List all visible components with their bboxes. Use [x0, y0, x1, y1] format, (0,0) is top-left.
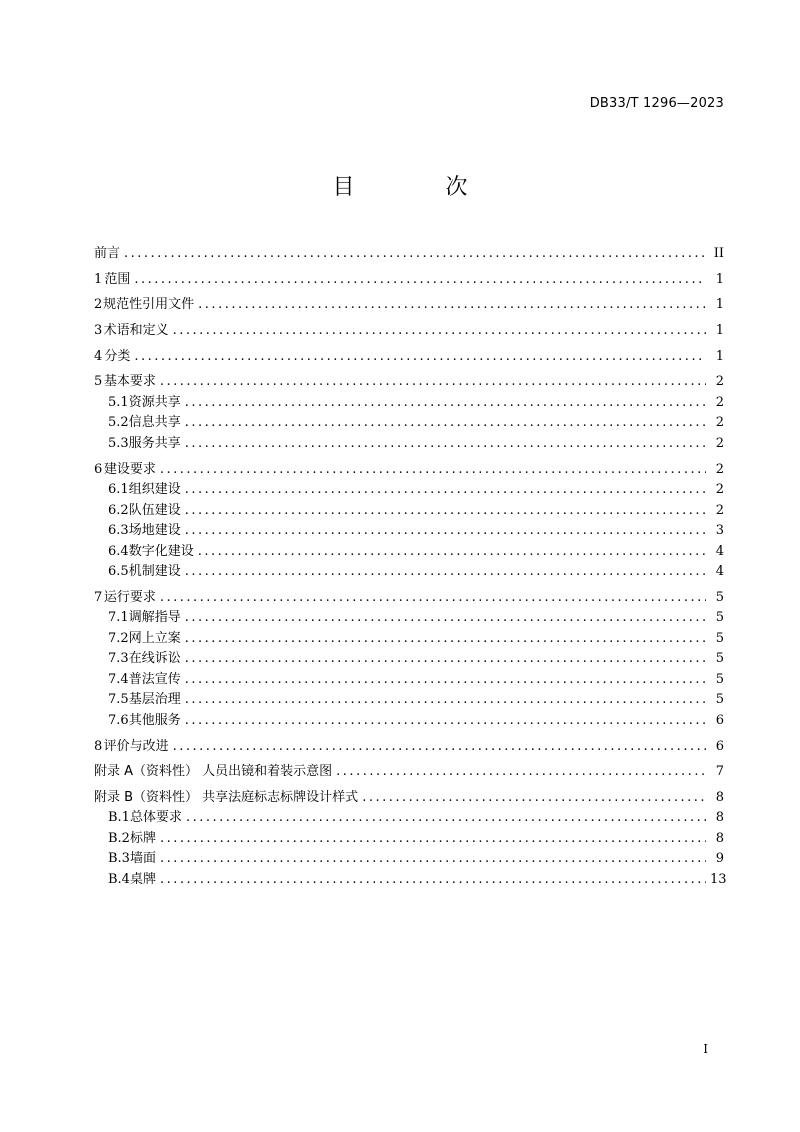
- toc-entry-title: 墙面: [129, 851, 156, 867]
- toc-dot-leader: [160, 872, 706, 887]
- toc-entry-title: 组织建设: [128, 482, 181, 498]
- toc-entry-page: 1: [715, 297, 724, 313]
- toc-entry[interactable]: [94, 293, 724, 314]
- page-title: 目 次: [332, 175, 510, 200]
- toc-entry-page: 5: [715, 651, 724, 667]
- toc-dot-leader: [124, 246, 706, 261]
- toc-entry[interactable]: [94, 242, 724, 263]
- toc-entry-page: 4: [715, 543, 724, 559]
- toc-entry-title: 在线诉讼: [128, 651, 181, 667]
- toc-dot-leader: [185, 503, 706, 518]
- toc-entry-title: 规范性引用文件: [103, 297, 195, 313]
- toc-entry-number: B.2: [108, 830, 130, 846]
- toc-entry-page: 2: [715, 415, 724, 431]
- toc-entry-number: 6.4: [108, 543, 129, 559]
- toc-dot-leader: [362, 790, 706, 805]
- toc-dot-leader: [185, 415, 706, 430]
- toc-dot-leader: [185, 692, 706, 707]
- toc-entry[interactable]: [94, 370, 724, 391]
- toc-entry-page: 2: [715, 394, 724, 410]
- toc-entry[interactable]: [94, 499, 724, 520]
- toc-dot-leader: [134, 272, 706, 287]
- toc-entry-page: 9: [715, 851, 724, 867]
- toc-entry-number: 6.1: [108, 482, 129, 498]
- toc-entry[interactable]: [94, 319, 724, 340]
- toc-entry[interactable]: [94, 519, 724, 540]
- toc-entry[interactable]: [94, 709, 724, 730]
- toc-entry-title: 桌牌: [129, 871, 156, 887]
- toc-entry-title: 运行要求: [103, 589, 156, 605]
- toc-entry-page: 1: [715, 348, 724, 364]
- toc-entry[interactable]: [94, 847, 724, 868]
- toc-entry-title: 普法宣传: [128, 671, 181, 687]
- toc-dot-leader: [160, 831, 706, 846]
- toc-entry-page: II: [713, 246, 724, 261]
- toc-entry-page: 13: [710, 871, 727, 887]
- toc-entry-number: 3: [94, 323, 103, 339]
- page-number: I: [703, 1042, 708, 1056]
- toc-entry[interactable]: [94, 411, 724, 432]
- toc-entry[interactable]: [94, 806, 724, 827]
- toc-entry-page: 8: [715, 810, 724, 826]
- toc-entry-page: 6: [715, 738, 724, 754]
- toc-dot-leader: [185, 631, 706, 646]
- toc-entry-number: 4: [94, 348, 103, 364]
- toc-entry-number: 6.5: [108, 564, 129, 580]
- toc-entry-page: 4: [715, 564, 724, 580]
- toc-entry-title: 总体要求: [129, 810, 182, 826]
- toc-entry-number: 7.1: [108, 610, 129, 626]
- toc-entry-title: 标牌: [129, 830, 156, 846]
- toc-entry-title: 信息共享: [128, 415, 181, 431]
- toc-entry-title: 服务共享: [128, 435, 181, 451]
- toc-dot-leader: [185, 523, 706, 538]
- toc-dot-leader: [186, 810, 706, 825]
- toc-entry[interactable]: [94, 391, 724, 412]
- toc-entry-page: 7: [715, 764, 724, 780]
- toc-entry-page: 8: [715, 789, 724, 805]
- toc-entry-title: 机制建设: [128, 564, 181, 580]
- toc-entry[interactable]: [94, 688, 724, 709]
- toc-entry-title: 范围: [104, 271, 131, 287]
- toc-entry-title: 队伍建设: [128, 502, 181, 518]
- toc-entry-page: 1: [715, 323, 724, 339]
- table-of-contents: [94, 242, 727, 888]
- toc-entry-number: 2: [94, 297, 103, 313]
- toc-entry[interactable]: [94, 647, 724, 668]
- toc-entry-page: 2: [715, 374, 724, 390]
- toc-entry-number: 6.3: [108, 523, 129, 539]
- toc-entry[interactable]: [94, 432, 724, 453]
- toc-entry[interactable]: [94, 478, 724, 499]
- toc-entry-title: 附录 A（资料性） 人员出镜和着装示意图: [94, 764, 333, 780]
- toc-entry-page: 2: [715, 435, 724, 451]
- toc-entry-number: B.4: [108, 871, 130, 887]
- toc-entry[interactable]: [94, 786, 724, 807]
- toc-entry-page: 8: [715, 830, 724, 846]
- toc-entry[interactable]: [94, 606, 724, 627]
- toc-entry-title: 其他服务: [128, 712, 181, 728]
- toc-entry-title: 前言: [94, 246, 121, 261]
- toc-entry-page: 5: [715, 589, 724, 605]
- toc-entry-number: 1: [94, 271, 103, 287]
- toc-entry-number: 7.6: [108, 712, 129, 728]
- toc-dot-leader: [173, 323, 706, 338]
- toc-entry[interactable]: [94, 345, 724, 366]
- toc-entry[interactable]: [94, 586, 724, 607]
- toc-dot-leader: [173, 739, 706, 754]
- toc-dot-leader: [185, 672, 706, 687]
- toc-entry-number: 8: [94, 738, 103, 754]
- toc-entry-page: 3: [715, 523, 724, 539]
- toc-entry[interactable]: [94, 268, 724, 289]
- toc-entry[interactable]: [94, 560, 724, 581]
- toc-dot-leader: [160, 462, 706, 477]
- toc-dot-leader: [185, 395, 706, 410]
- toc-entry-page: 6: [715, 712, 724, 728]
- toc-dot-leader: [185, 610, 706, 625]
- toc-dot-leader: [185, 651, 706, 666]
- toc-dot-leader: [134, 349, 706, 364]
- toc-entry-number: 6: [94, 461, 103, 477]
- toc-entry-page: 2: [715, 482, 724, 498]
- toc-entry-title: 建设要求: [103, 461, 156, 477]
- toc-dot-leader: [160, 374, 706, 389]
- toc-entry-page: 2: [715, 502, 724, 518]
- toc-dot-leader: [185, 482, 706, 497]
- toc-entry-page: 5: [715, 610, 724, 626]
- standard-code: DB33/T 1296—2023: [589, 96, 724, 111]
- toc-dot-leader: [160, 590, 706, 605]
- toc-entry[interactable]: [94, 627, 724, 648]
- toc-entry-title: 基本要求: [103, 374, 156, 390]
- toc-entry-page: 1: [715, 271, 724, 287]
- toc-entry-page: 2: [715, 461, 724, 477]
- toc-entry-title: 附录 B（资料性） 共享法庭标志标牌设计样式: [94, 789, 359, 805]
- toc-entry-number: 5: [94, 374, 103, 390]
- toc-dot-leader: [185, 564, 706, 579]
- toc-entry[interactable]: [94, 540, 724, 561]
- toc-dot-leader: [198, 544, 706, 559]
- toc-entry[interactable]: [94, 458, 724, 479]
- toc-entry[interactable]: [94, 868, 727, 889]
- toc-entry-title: 基层治理: [128, 692, 181, 708]
- toc-entry[interactable]: [94, 668, 724, 689]
- toc-entry-number: 5.2: [108, 415, 129, 431]
- toc-entry-number: 6.2: [108, 502, 129, 518]
- toc-entry-number: 7.3: [108, 651, 129, 667]
- toc-entry-number: 7: [94, 589, 103, 605]
- toc-entry-title: 网上立案: [128, 630, 181, 646]
- toc-entry-page: 5: [715, 671, 724, 687]
- toc-dot-leader: [336, 764, 706, 779]
- toc-entry-number: 7.4: [108, 671, 129, 687]
- toc-entry-number: B.3: [108, 851, 130, 867]
- toc-dot-leader: [185, 436, 706, 451]
- toc-entry-number: 7.5: [108, 692, 129, 708]
- toc-entry-title: 评价与改进: [103, 738, 169, 754]
- toc-entry-title: 资源共享: [128, 394, 181, 410]
- toc-entry-title: 分类: [104, 348, 131, 364]
- toc-entry-title: 术语和定义: [103, 323, 169, 339]
- toc-dot-leader: [185, 713, 706, 728]
- toc-entry-number: 5.1: [108, 394, 129, 410]
- toc-dot-leader: [160, 851, 706, 866]
- toc-entry-number: B.1: [108, 810, 130, 826]
- toc-entry-page: 5: [715, 630, 724, 646]
- toc-entry-title: 调解指导: [128, 610, 181, 626]
- toc-dot-leader: [198, 297, 706, 312]
- toc-entry-page: 5: [715, 692, 724, 708]
- toc-entry[interactable]: [94, 760, 724, 781]
- toc-entry-number: 7.2: [108, 630, 129, 646]
- toc-entry[interactable]: [94, 827, 724, 848]
- toc-entry-title: 数字化建设: [128, 543, 194, 559]
- toc-entry[interactable]: [94, 735, 724, 756]
- toc-entry-title: 场地建设: [128, 523, 181, 539]
- toc-entry-number: 5.3: [108, 435, 129, 451]
